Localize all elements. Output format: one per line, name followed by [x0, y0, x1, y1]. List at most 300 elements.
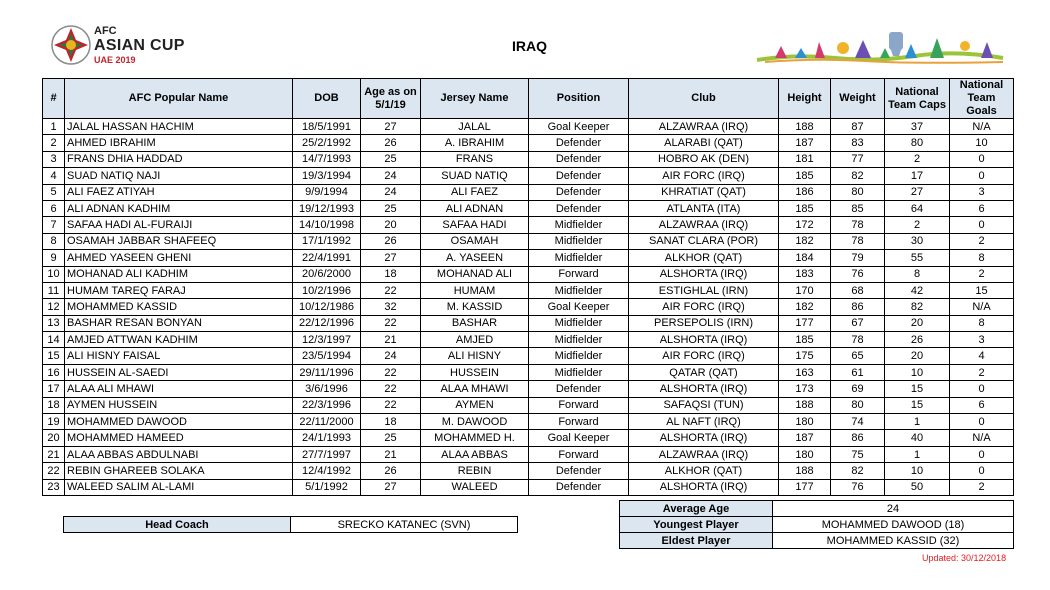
col-position-cell: Defender [529, 151, 629, 167]
col-number-cell: 11 [43, 282, 65, 298]
col-height-cell: 173 [779, 381, 831, 397]
eldest-player-label: Eldest Player [620, 533, 773, 549]
logo-line-1: AFC [94, 25, 117, 37]
col-club-header: Club [629, 79, 779, 119]
col-age-cell: 21 [361, 446, 421, 462]
afc-asian-cup-logo [50, 24, 190, 72]
col-club-cell: ALSHORTA (IRQ) [629, 266, 779, 282]
col-popular-name-cell: HUMAM TAREQ FARAJ [65, 282, 293, 298]
col-popular-name-cell: JALAL HASSAN HACHIM [65, 119, 293, 135]
col-number-cell: 17 [43, 381, 65, 397]
col-dob-cell: 27/7/1997 [293, 446, 361, 462]
col-goals-cell: N/A [950, 430, 1014, 446]
col-goals-cell: 2 [950, 364, 1014, 380]
col-number-cell: 1 [43, 119, 65, 135]
col-position-cell: Defender [529, 463, 629, 479]
col-caps-cell: 15 [885, 381, 950, 397]
col-position-cell: Midfielder [529, 282, 629, 298]
col-number-header: # [43, 79, 65, 119]
col-position-header: Position [529, 79, 629, 119]
col-popular-name-cell: ALI FAEZ ATIYAH [65, 184, 293, 200]
col-number-cell: 12 [43, 299, 65, 315]
country-title: IRAQ [512, 38, 547, 54]
col-height-cell: 185 [779, 332, 831, 348]
col-age-cell: 22 [361, 315, 421, 331]
col-club-cell: PERSEPOLIS (IRN) [629, 315, 779, 331]
col-dob-cell: 5/1/1992 [293, 479, 361, 495]
col-dob-cell: 12/3/1997 [293, 332, 361, 348]
col-position-cell: Defender [529, 135, 629, 151]
col-weight-cell: 82 [831, 168, 885, 184]
col-position-cell: Midfielder [529, 332, 629, 348]
col-height-cell: 183 [779, 266, 831, 282]
col-jersey-name-cell: BASHAR [421, 315, 529, 331]
col-caps-cell: 80 [885, 135, 950, 151]
col-dob-cell: 24/1/1993 [293, 430, 361, 446]
col-age-cell: 26 [361, 233, 421, 249]
col-number-cell: 4 [43, 168, 65, 184]
col-position-cell: Midfielder [529, 217, 629, 233]
col-position-cell: Midfielder [529, 315, 629, 331]
col-position-cell: Goal Keeper [529, 119, 629, 135]
table-row [43, 250, 1014, 266]
col-weight-header: Weight [831, 79, 885, 119]
col-jersey-name-header: Jersey Name [421, 79, 529, 119]
col-height-cell: 186 [779, 184, 831, 200]
head-coach-label: Head Coach [64, 517, 291, 533]
col-club-cell: ALZAWRAA (IRQ) [629, 119, 779, 135]
col-popular-name-cell: HUSSEIN AL-SAEDI [65, 364, 293, 380]
table-row [43, 184, 1014, 200]
col-dob-cell: 22/11/2000 [293, 414, 361, 430]
col-popular-name-cell: AMJED ATTWAN KADHIM [65, 332, 293, 348]
col-age-cell: 25 [361, 200, 421, 216]
col-number-cell: 5 [43, 184, 65, 200]
col-age-cell: 22 [361, 282, 421, 298]
col-height-cell: 188 [779, 397, 831, 413]
col-height-header: Height [779, 79, 831, 119]
col-club-cell: ALSHORTA (IRQ) [629, 479, 779, 495]
col-number-cell: 2 [43, 135, 65, 151]
col-caps-cell: 20 [885, 315, 950, 331]
table-row [43, 479, 1014, 495]
col-age-cell: 24 [361, 168, 421, 184]
col-club-cell: ATLANTA (ITA) [629, 200, 779, 216]
col-goals-cell: 6 [950, 200, 1014, 216]
col-caps-cell: 26 [885, 332, 950, 348]
col-age-cell: 26 [361, 135, 421, 151]
col-number-cell: 3 [43, 151, 65, 167]
col-weight-cell: 61 [831, 364, 885, 380]
col-position-cell: Forward [529, 414, 629, 430]
col-height-cell: 188 [779, 463, 831, 479]
col-club-cell: ALZAWRAA (IRQ) [629, 217, 779, 233]
col-club-cell: ESTIGHLAL (IRN) [629, 282, 779, 298]
col-goals-cell: 4 [950, 348, 1014, 364]
col-height-cell: 182 [779, 299, 831, 315]
table-row [43, 332, 1014, 348]
col-height-cell: 177 [779, 315, 831, 331]
col-weight-cell: 86 [831, 430, 885, 446]
average-age-label: Average Age [620, 501, 773, 517]
col-popular-name-cell: MOHAMMED KASSID [65, 299, 293, 315]
col-popular-name-cell: ALAA ABBAS ABDULNABI [65, 446, 293, 462]
table-row [43, 364, 1014, 380]
col-popular-name-cell: ALAA ALI MHAWI [65, 381, 293, 397]
col-caps-cell: 30 [885, 233, 950, 249]
col-caps-cell: 15 [885, 397, 950, 413]
col-goals-cell: 2 [950, 233, 1014, 249]
col-popular-name-cell: OSAMAH JABBAR SHAFEEQ [65, 233, 293, 249]
table-row [43, 414, 1014, 430]
col-jersey-name-cell: HUSSEIN [421, 364, 529, 380]
col-caps-cell: 10 [885, 463, 950, 479]
col-number-cell: 20 [43, 430, 65, 446]
col-number-cell: 19 [43, 414, 65, 430]
col-club-cell: ALSHORTA (IRQ) [629, 430, 779, 446]
table-row [43, 168, 1014, 184]
col-height-cell: 187 [779, 430, 831, 446]
col-position-cell: Goal Keeper [529, 299, 629, 315]
col-jersey-name-cell: ALAA MHAWI [421, 381, 529, 397]
col-weight-cell: 67 [831, 315, 885, 331]
col-age-cell: 32 [361, 299, 421, 315]
col-goals-cell: 0 [950, 381, 1014, 397]
col-number-cell: 8 [43, 233, 65, 249]
col-age-cell: 22 [361, 397, 421, 413]
col-age-cell: 27 [361, 479, 421, 495]
table-header-row [43, 79, 1014, 119]
col-position-cell: Defender [529, 168, 629, 184]
col-height-cell: 172 [779, 217, 831, 233]
col-popular-name-cell: ALI HISNY FAISAL [65, 348, 293, 364]
col-caps-cell: 27 [885, 184, 950, 200]
col-goals-cell: 0 [950, 168, 1014, 184]
col-popular-name-cell: MOHAMMED DAWOOD [65, 414, 293, 430]
col-dob-cell: 29/11/1996 [293, 364, 361, 380]
col-position-cell: Defender [529, 184, 629, 200]
table-row [43, 151, 1014, 167]
col-age-cell: 24 [361, 348, 421, 364]
logo-line-2: ASIAN CUP [94, 37, 185, 54]
table-row [43, 315, 1014, 331]
col-dob-cell: 19/12/1993 [293, 200, 361, 216]
eldest-player-value: MOHAMMED KASSID (32) [773, 533, 1014, 549]
col-popular-name-cell: MOHAMMED HAMEED [65, 430, 293, 446]
table-row [43, 430, 1014, 446]
col-goals-cell: 0 [950, 217, 1014, 233]
col-number-cell: 13 [43, 315, 65, 331]
col-age-cell: 27 [361, 119, 421, 135]
col-weight-cell: 78 [831, 332, 885, 348]
col-dob-cell: 19/3/1994 [293, 168, 361, 184]
col-caps-header: National Team Caps [885, 79, 950, 119]
col-goals-cell: 6 [950, 397, 1014, 413]
col-position-cell: Forward [529, 266, 629, 282]
col-dob-cell: 10/2/1996 [293, 282, 361, 298]
col-age-cell: 22 [361, 381, 421, 397]
col-popular-name-cell: REBIN GHAREEB SOLAKA [65, 463, 293, 479]
col-weight-cell: 76 [831, 479, 885, 495]
col-dob-cell: 18/5/1991 [293, 119, 361, 135]
col-caps-cell: 1 [885, 414, 950, 430]
col-club-cell: KHRATIAT (QAT) [629, 184, 779, 200]
col-dob-cell: 17/1/1992 [293, 233, 361, 249]
col-goals-cell: N/A [950, 299, 1014, 315]
col-club-cell: ALSHORTA (IRQ) [629, 332, 779, 348]
col-number-cell: 23 [43, 479, 65, 495]
col-position-cell: Midfielder [529, 348, 629, 364]
col-number-cell: 22 [43, 463, 65, 479]
col-height-cell: 170 [779, 282, 831, 298]
table-row [43, 119, 1014, 135]
col-dob-cell: 3/6/1996 [293, 381, 361, 397]
col-height-cell: 185 [779, 200, 831, 216]
stats-row [620, 517, 1014, 533]
col-caps-cell: 1 [885, 446, 950, 462]
table-row [43, 217, 1014, 233]
col-jersey-name-cell: ALAA ABBAS [421, 446, 529, 462]
col-dob-cell: 23/5/1994 [293, 348, 361, 364]
col-club-cell: AIR FORC (IRQ) [629, 348, 779, 364]
col-caps-cell: 2 [885, 151, 950, 167]
col-club-cell: SANAT CLARA (POR) [629, 233, 779, 249]
col-weight-cell: 85 [831, 200, 885, 216]
head-coach-table [63, 516, 518, 533]
table-row [43, 381, 1014, 397]
youngest-player-label: Youngest Player [620, 517, 773, 533]
col-number-cell: 10 [43, 266, 65, 282]
col-number-cell: 15 [43, 348, 65, 364]
logo-line-3: UAE 2019 [94, 55, 136, 65]
col-goals-cell: 0 [950, 446, 1014, 462]
col-caps-cell: 10 [885, 364, 950, 380]
col-goals-cell: N/A [950, 119, 1014, 135]
col-jersey-name-cell: MOHANAD ALI [421, 266, 529, 282]
col-number-cell: 18 [43, 397, 65, 413]
col-jersey-name-cell: M. KASSID [421, 299, 529, 315]
col-position-cell: Forward [529, 446, 629, 462]
col-caps-cell: 2 [885, 217, 950, 233]
col-popular-name-cell: FRANS DHIA HADDAD [65, 151, 293, 167]
col-weight-cell: 86 [831, 299, 885, 315]
col-position-cell: Defender [529, 200, 629, 216]
col-age-cell: 18 [361, 266, 421, 282]
col-height-cell: 180 [779, 414, 831, 430]
col-club-cell: ALSHORTA (IRQ) [629, 381, 779, 397]
col-height-cell: 184 [779, 250, 831, 266]
head-coach-value: SRECKO KATANEC (SVN) [291, 517, 518, 533]
col-club-cell: ALZAWRAA (IRQ) [629, 446, 779, 462]
col-popular-name-header: AFC Popular Name [65, 79, 293, 119]
col-caps-cell: 64 [885, 200, 950, 216]
col-position-cell: Forward [529, 397, 629, 413]
col-popular-name-cell: AHMED YASEEN GHENI [65, 250, 293, 266]
table-row [43, 135, 1014, 151]
col-jersey-name-cell: ALI ADNAN [421, 200, 529, 216]
col-dob-cell: 10/12/1986 [293, 299, 361, 315]
col-goals-cell: 3 [950, 332, 1014, 348]
col-height-cell: 177 [779, 479, 831, 495]
col-popular-name-cell: ALI ADNAN KADHIM [65, 200, 293, 216]
table-row [43, 446, 1014, 462]
table-row [43, 299, 1014, 315]
col-club-cell: AIR FORC (IRQ) [629, 168, 779, 184]
col-age-cell: 26 [361, 463, 421, 479]
col-jersey-name-cell: FRANS [421, 151, 529, 167]
col-jersey-name-cell: REBIN [421, 463, 529, 479]
col-weight-cell: 75 [831, 446, 885, 462]
col-dob-cell: 20/6/2000 [293, 266, 361, 282]
col-dob-cell: 14/7/1993 [293, 151, 361, 167]
col-position-cell: Defender [529, 381, 629, 397]
col-popular-name-cell: SUAD NATIQ NAJI [65, 168, 293, 184]
col-age-cell: 21 [361, 332, 421, 348]
col-position-cell: Defender [529, 479, 629, 495]
col-goals-cell: 2 [950, 479, 1014, 495]
col-caps-cell: 20 [885, 348, 950, 364]
average-age-value: 24 [773, 501, 1014, 517]
stats-row [620, 501, 1014, 517]
col-goals-cell: 15 [950, 282, 1014, 298]
col-goals-cell: 0 [950, 414, 1014, 430]
col-number-cell: 7 [43, 217, 65, 233]
col-caps-cell: 55 [885, 250, 950, 266]
col-jersey-name-cell: MOHAMMED H. [421, 430, 529, 446]
col-age-cell: 24 [361, 184, 421, 200]
col-height-cell: 181 [779, 151, 831, 167]
col-goals-cell: 0 [950, 463, 1014, 479]
col-number-cell: 16 [43, 364, 65, 380]
col-jersey-name-cell: AYMEN [421, 397, 529, 413]
col-goals-cell: 8 [950, 315, 1014, 331]
table-row [43, 233, 1014, 249]
col-dob-cell: 14/10/1998 [293, 217, 361, 233]
col-club-cell: ALKHOR (QAT) [629, 463, 779, 479]
col-caps-cell: 17 [885, 168, 950, 184]
col-jersey-name-cell: HUMAM [421, 282, 529, 298]
col-jersey-name-cell: AMJED [421, 332, 529, 348]
col-age-cell: 25 [361, 151, 421, 167]
col-club-cell: QATAR (QAT) [629, 364, 779, 380]
table-row [43, 282, 1014, 298]
col-jersey-name-cell: A. IBRAHIM [421, 135, 529, 151]
col-goals-cell: 8 [950, 250, 1014, 266]
col-popular-name-cell: AYMEN HUSSEIN [65, 397, 293, 413]
col-dob-cell: 22/4/1991 [293, 250, 361, 266]
col-weight-cell: 82 [831, 463, 885, 479]
head-coach-row [64, 517, 518, 533]
col-position-cell: Midfielder [529, 364, 629, 380]
col-height-cell: 182 [779, 233, 831, 249]
updated-note: Updated: 30/12/2018 [922, 553, 1007, 563]
col-height-cell: 188 [779, 119, 831, 135]
col-goals-cell: 10 [950, 135, 1014, 151]
col-jersey-name-cell: ALI HISNY [421, 348, 529, 364]
col-weight-cell: 76 [831, 266, 885, 282]
col-dob-cell: 12/4/1992 [293, 463, 361, 479]
col-age-cell: 22 [361, 364, 421, 380]
youngest-player-value: MOHAMMED DAWOOD (18) [773, 517, 1014, 533]
col-popular-name-cell: SAFAA HADI AL-FURAIJI [65, 217, 293, 233]
col-weight-cell: 80 [831, 397, 885, 413]
col-jersey-name-cell: ALI FAEZ [421, 184, 529, 200]
col-height-cell: 163 [779, 364, 831, 380]
uae-celebration-banner-icon [755, 28, 1005, 68]
col-jersey-name-cell: A. YASEEN [421, 250, 529, 266]
col-dob-header: DOB [293, 79, 361, 119]
col-dob-cell: 9/9/1994 [293, 184, 361, 200]
col-club-cell: ALARABI (QAT) [629, 135, 779, 151]
col-goals-cell: 0 [950, 151, 1014, 167]
col-goals-cell: 3 [950, 184, 1014, 200]
table-row [43, 463, 1014, 479]
col-popular-name-cell: WALEED SALIM AL-LAMI [65, 479, 293, 495]
col-jersey-name-cell: M. DAWOOD [421, 414, 529, 430]
col-caps-cell: 82 [885, 299, 950, 315]
col-caps-cell: 42 [885, 282, 950, 298]
col-jersey-name-cell: WALEED [421, 479, 529, 495]
col-height-cell: 185 [779, 168, 831, 184]
col-goals-cell: 2 [950, 266, 1014, 282]
col-age-cell: 18 [361, 414, 421, 430]
col-caps-cell: 40 [885, 430, 950, 446]
col-weight-cell: 74 [831, 414, 885, 430]
col-dob-cell: 25/2/1992 [293, 135, 361, 151]
col-position-cell: Goal Keeper [529, 430, 629, 446]
col-weight-cell: 87 [831, 119, 885, 135]
col-height-cell: 180 [779, 446, 831, 462]
col-weight-cell: 78 [831, 217, 885, 233]
col-jersey-name-cell: SAFAA HADI [421, 217, 529, 233]
col-weight-cell: 78 [831, 233, 885, 249]
col-dob-cell: 22/12/1996 [293, 315, 361, 331]
col-jersey-name-cell: JALAL [421, 119, 529, 135]
col-height-cell: 187 [779, 135, 831, 151]
col-club-cell: AIR FORC (IRQ) [629, 299, 779, 315]
col-age-header: Age as on 5/1/19 [361, 79, 421, 119]
table-row [43, 266, 1014, 282]
col-weight-cell: 68 [831, 282, 885, 298]
col-club-cell: HOBRO AK (DEN) [629, 151, 779, 167]
col-age-cell: 25 [361, 430, 421, 446]
col-weight-cell: 65 [831, 348, 885, 364]
col-position-cell: Midfielder [529, 250, 629, 266]
col-caps-cell: 50 [885, 479, 950, 495]
col-number-cell: 6 [43, 200, 65, 216]
col-jersey-name-cell: OSAMAH [421, 233, 529, 249]
col-caps-cell: 8 [885, 266, 950, 282]
col-jersey-name-cell: SUAD NATIQ [421, 168, 529, 184]
col-popular-name-cell: BASHAR RESAN BONYAN [65, 315, 293, 331]
table-row [43, 200, 1014, 216]
col-number-cell: 14 [43, 332, 65, 348]
col-weight-cell: 77 [831, 151, 885, 167]
col-height-cell: 175 [779, 348, 831, 364]
squad-stats-table [619, 500, 1014, 549]
col-popular-name-cell: MOHANAD ALI KADHIM [65, 266, 293, 282]
afc-asian-cup-emblem-icon [50, 24, 92, 66]
col-age-cell: 27 [361, 250, 421, 266]
col-dob-cell: 22/3/1996 [293, 397, 361, 413]
col-age-cell: 20 [361, 217, 421, 233]
col-club-cell: AL NAFT (IRQ) [629, 414, 779, 430]
table-row [43, 397, 1014, 413]
col-club-cell: ALKHOR (QAT) [629, 250, 779, 266]
col-weight-cell: 83 [831, 135, 885, 151]
col-caps-cell: 37 [885, 119, 950, 135]
col-number-cell: 21 [43, 446, 65, 462]
